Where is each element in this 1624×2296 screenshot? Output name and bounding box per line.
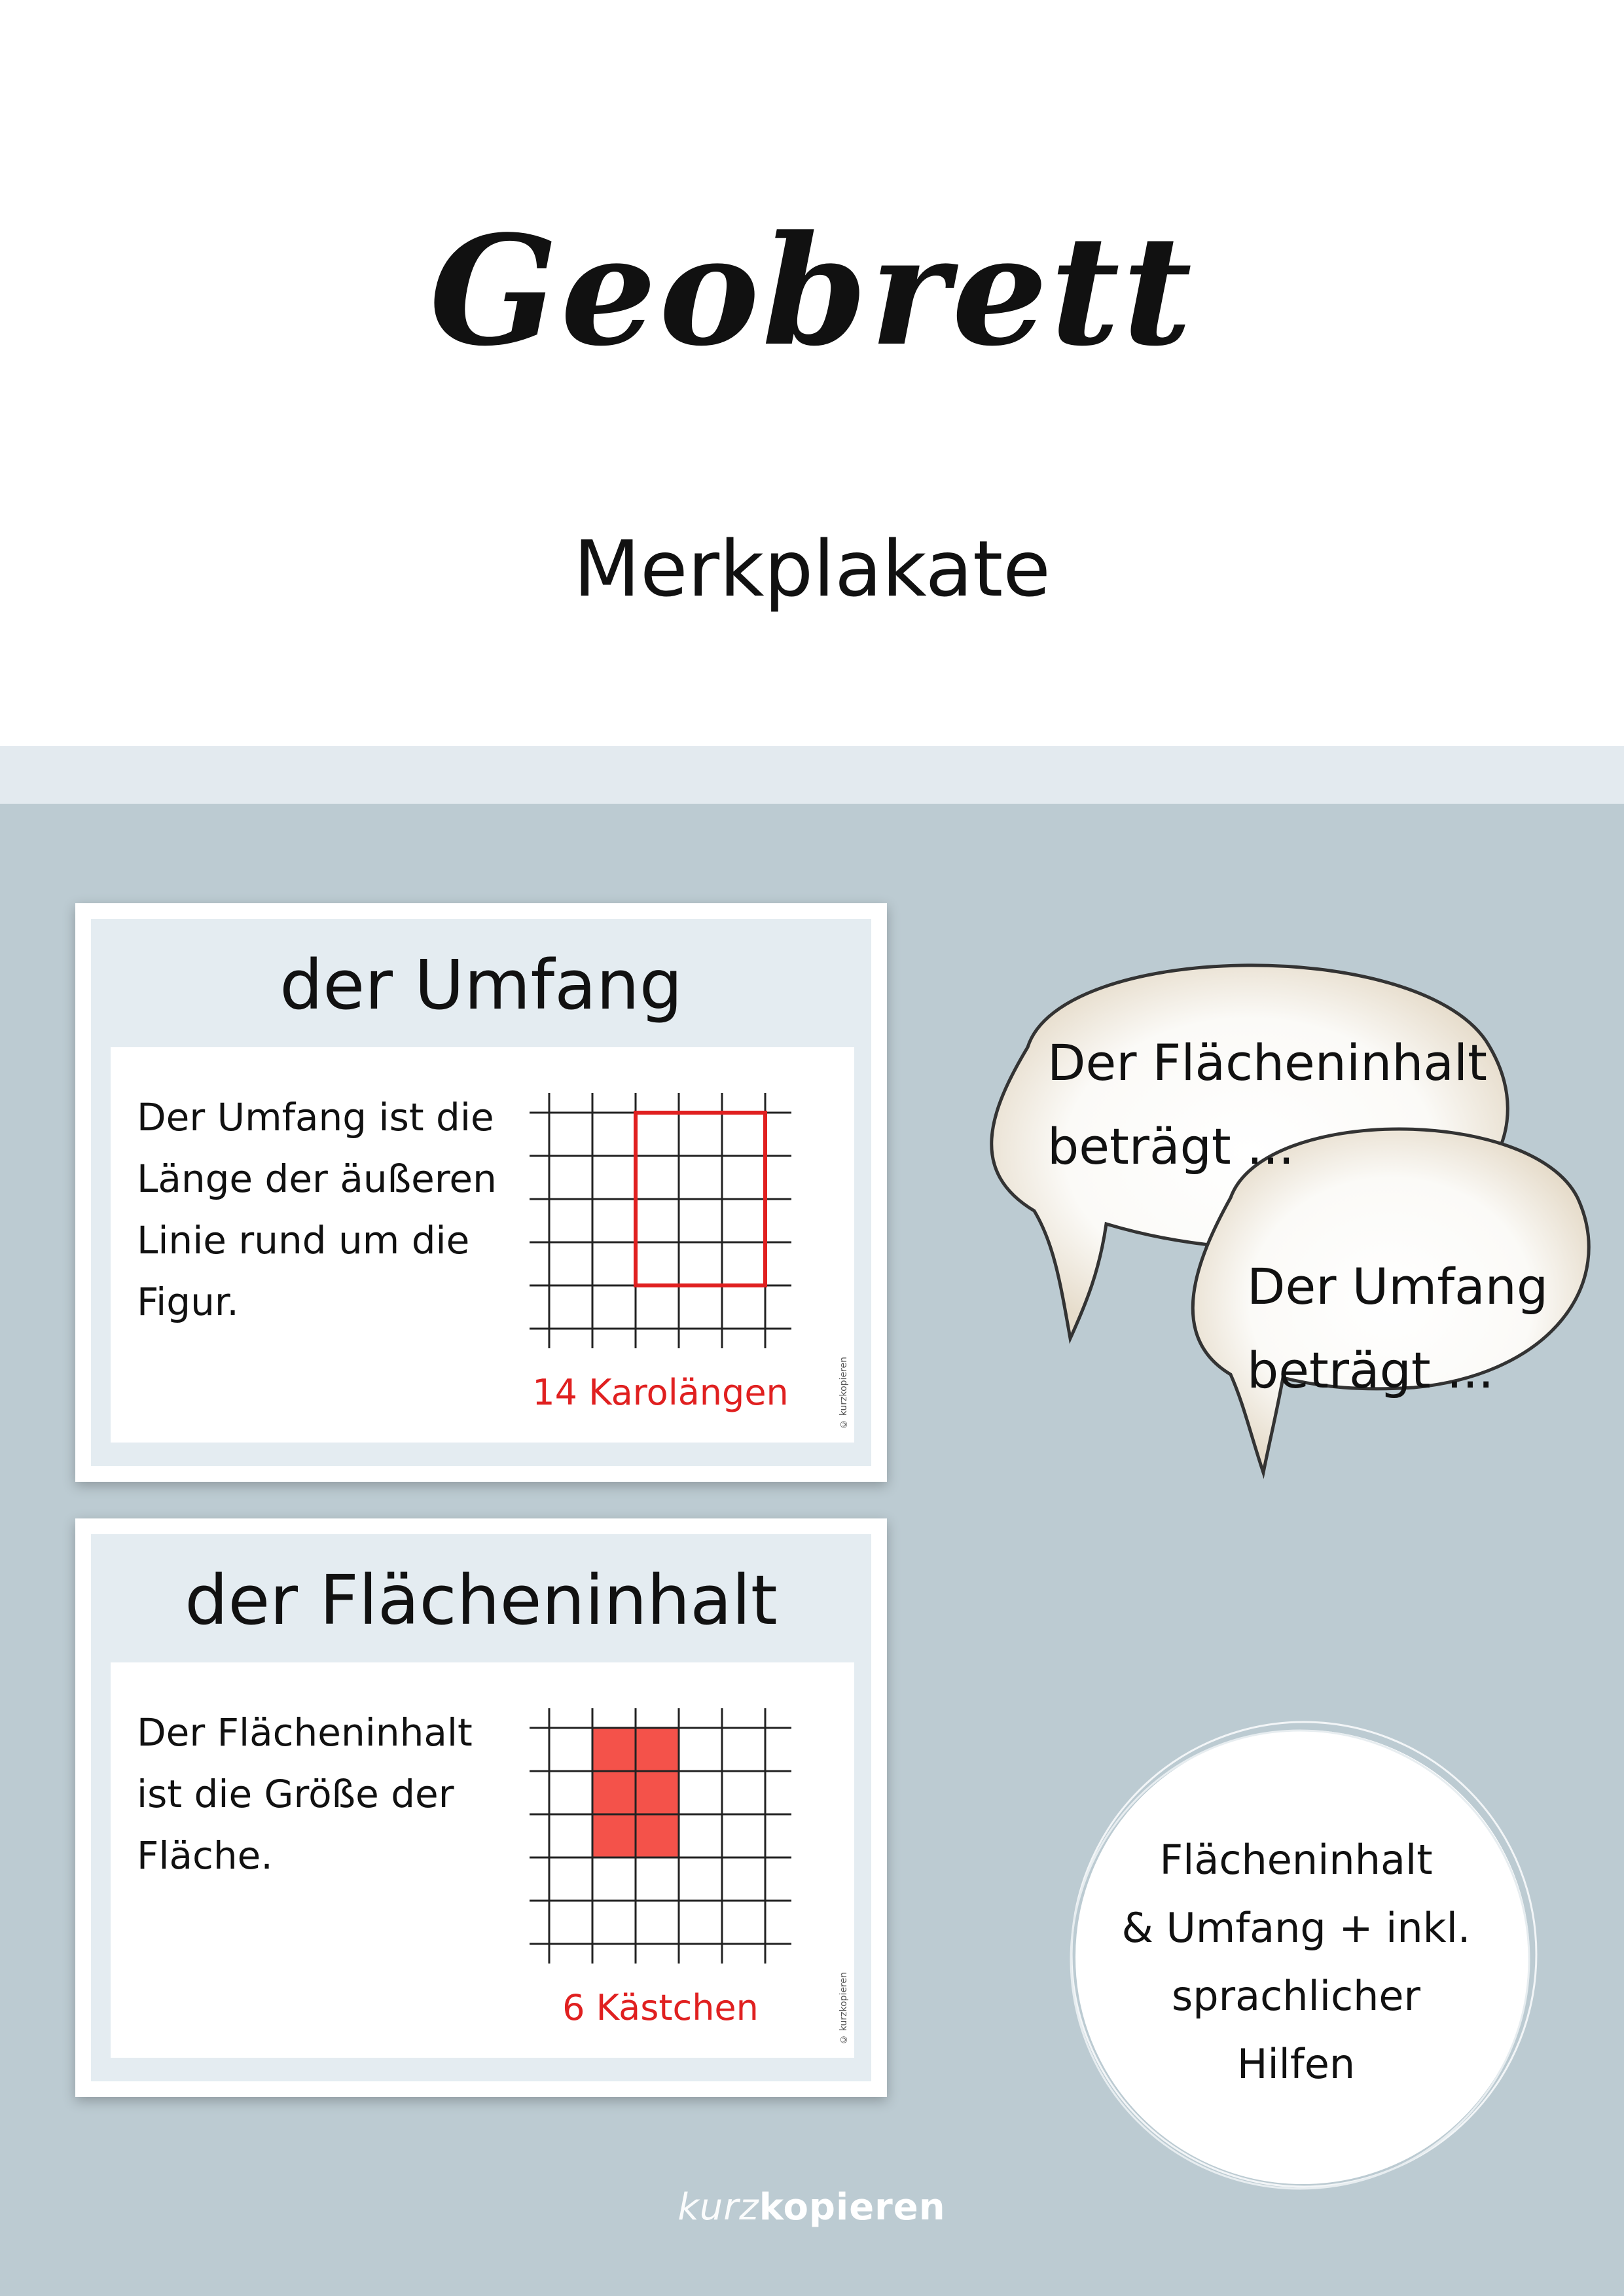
card-panel [111, 1662, 854, 2058]
circle-line: Flächeninhalt [1159, 1836, 1433, 1884]
bubble-1-text [1047, 1021, 1487, 1189]
poster-card-flaecheninhalt [75, 1518, 887, 2097]
poster-card-umfang [75, 903, 887, 1482]
perimeter-answer: 14 Karolängen [532, 1372, 789, 1413]
page-subtitle: Merkplakate [573, 524, 1051, 614]
bubble-line: beträgt ... [1247, 1341, 1494, 1399]
circle-text [1100, 1826, 1492, 2098]
light-band [0, 746, 1624, 804]
circle-line: Hilfen [1236, 2040, 1356, 2088]
card-inner [91, 919, 871, 1466]
card-panel [111, 1047, 854, 1443]
geoboard-grid-area [530, 1689, 804, 1964]
logo-part-kurz: kurz [677, 2186, 759, 2229]
area-answer: 6 Kästchen [562, 1987, 759, 2028]
card-heading: der Umfang [280, 945, 683, 1025]
bubble-2-text [1247, 1245, 1548, 1412]
copyright-note: © kurzkopieren [839, 1972, 849, 2045]
text-line: ist die Größe der [137, 1772, 454, 1816]
circle-line: sprachlicher [1172, 1972, 1420, 2020]
geoboard-grid-perimeter [530, 1073, 804, 1348]
brand-logo [674, 2186, 949, 2229]
bubble-line: beträgt ... [1047, 1117, 1295, 1175]
bubble-line: Der Flächeninhalt [1047, 1033, 1487, 1092]
circle-line: & Umfang + inkl. [1121, 1904, 1471, 1952]
text-line: Fläche. [137, 1833, 273, 1878]
card-heading: der Flächeninhalt [185, 1560, 778, 1640]
card-description [137, 1086, 503, 1333]
logo-part-kopieren: kopieren [759, 2186, 946, 2229]
copyright-note: © kurzkopieren [839, 1357, 849, 1429]
card-description [137, 1702, 503, 1886]
text-line: Der Flächeninhalt [137, 1710, 473, 1755]
text-line: Der Umfang ist die [137, 1095, 494, 1139]
bubble-line: Der Umfang [1247, 1257, 1549, 1316]
text-line: Länge der äußeren [137, 1157, 497, 1201]
text-line: Linie rund um die [137, 1218, 470, 1263]
card-inner [91, 1534, 871, 2081]
speech-bubble-shapes [956, 916, 1597, 1532]
text-line: Figur. [137, 1280, 239, 1324]
page-title: Geobrett [429, 203, 1195, 380]
